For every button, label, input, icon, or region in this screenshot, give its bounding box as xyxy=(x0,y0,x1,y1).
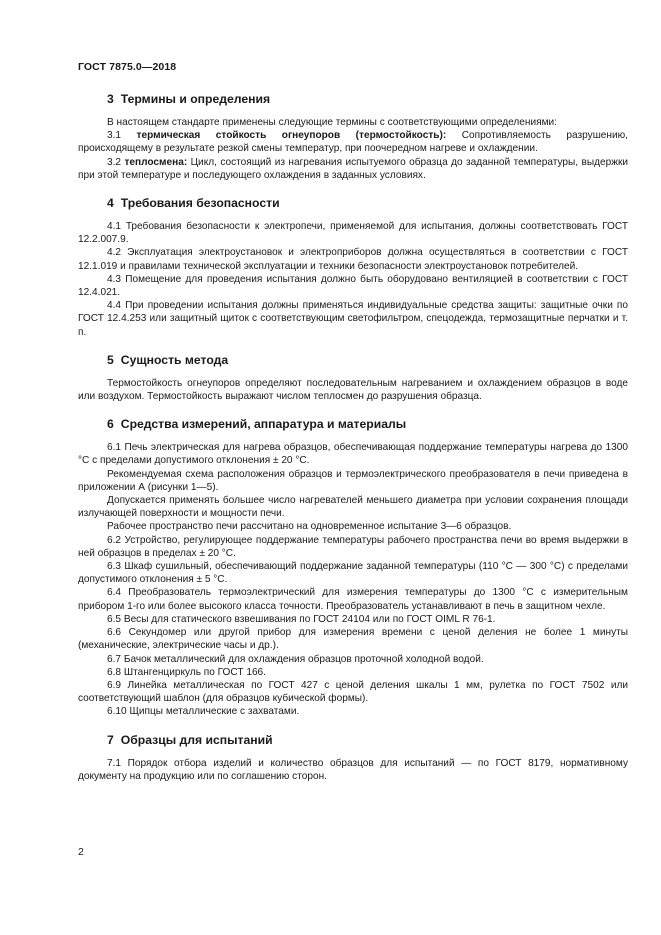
section-number: 5 xyxy=(107,352,114,367)
paragraph-text: 4.1 Требования безопасности к электропечи, применяемой для испытания, должны соответствовать ГОСТ 12.2.007.9. xyxy=(78,221,628,246)
paragraph xyxy=(78,679,628,705)
paragraph xyxy=(78,534,628,560)
section-title: Сущность метода xyxy=(120,352,229,367)
section-7 xyxy=(78,733,628,783)
paragraph xyxy=(78,468,628,494)
paragraph-text: 6.6 Секундомер или другой прибор для измерения времени с ценой деления не более 1 минуты (механические, электрические часы и др.). xyxy=(78,627,628,652)
section-heading xyxy=(78,92,628,106)
section-5 xyxy=(78,353,628,403)
paragraph-text: 6.8 Штангенциркуль по ГОСТ 166. xyxy=(107,666,266,678)
section-4 xyxy=(78,196,628,339)
section-6 xyxy=(78,417,628,718)
page-number: 2 xyxy=(78,846,84,858)
section-title: Средства измерений, аппаратура и материалы xyxy=(120,417,407,432)
paragraph-text: 7.1 Порядок отбора изделий и количество образцов для испытаний — по ГОСТ 8179, нормативному документу на продукцию или по соглашению сторон. xyxy=(78,757,628,782)
paragraph xyxy=(78,220,628,246)
section-heading xyxy=(78,417,628,431)
paragraph xyxy=(78,494,628,520)
paragraph-text: 6.9 Линейка металлическая по ГОСТ 427 с ценой деления шкалы 1 мм, рулетка по ГОСТ 7502 или соответствующий шаблон (для образцов кубической формы). xyxy=(78,679,628,705)
section-number: 7 xyxy=(107,732,114,747)
paragraph xyxy=(78,653,628,666)
paragraph-text: Рабочее пространство печи рассчитано на одновременное испытание 3—6 образцов. xyxy=(107,521,512,533)
paragraph xyxy=(78,299,628,339)
paragraph-text: 6.4 Преобразователь термоэлектрический для измерения температуры до 1300 °С с измерительным прибором 1-го или более высокого класса точности. Преобразователь устанавливают в печь в защитном чехле. xyxy=(78,587,628,612)
paragraph xyxy=(78,705,628,718)
paragraph xyxy=(78,560,628,586)
section-3 xyxy=(78,92,628,182)
paragraph-text: В настоящем стандарте применены следующие термины с соответствующими определениями: xyxy=(107,117,557,128)
paragraph xyxy=(78,246,628,272)
paragraph-text: Рекомендуемая схема расположения образцов и термоэлектрического преобразователя в печи приведена в приложении А (рисунки 1—5). xyxy=(78,468,628,493)
paragraph-text: Сопротивляемость разрушению, происходящему в результате резкой смены температур, при поочередном нагреве и охлаждении. xyxy=(78,130,628,155)
paragraph xyxy=(78,626,628,652)
paragraph xyxy=(78,441,628,467)
clause-number: 3.1 xyxy=(107,130,137,142)
paragraph xyxy=(78,666,628,679)
paragraph xyxy=(78,613,628,626)
paragraph-text: Допускается применять большее число нагревателей меньшего диаметра при условии сохранения площади излучающей поверхности и мощности печи. xyxy=(78,495,628,520)
paragraph-text: 6.5 Весы для статического взвешивания по ГОСТ 24104 или по ГОСТ OIML R 76-1. xyxy=(107,613,496,625)
defined-term: термическая стойкость огнеупоров (термостойкость): xyxy=(136,130,447,142)
paragraph xyxy=(78,156,628,182)
section-number: 4 xyxy=(107,196,114,211)
paragraph-text: 6.10 Щипцы металлические с захватами. xyxy=(107,706,300,718)
paragraph-text: 6.2 Устройство, регулирующее поддержание температуры рабочего пространства печи во время выдержки в ней образцов в пределах ± 20 °С. xyxy=(78,534,628,559)
section-heading xyxy=(78,353,628,367)
paragraph-text: 6.3 Шкаф сушильный, обеспечивающий поддержание заданной температуры (110 °С — 300 °С) с пределами допустимого отклонения ± 5 °С. xyxy=(78,561,628,586)
paragraph xyxy=(78,116,628,129)
paragraph-text: Термостойкость огнеупоров определяют последовательным нагреванием и охлаждением образцов в воде или воздухом. Термостойкость выражают числом теплосмен до разрушения образца. xyxy=(78,377,628,403)
paragraph-text: 4.3 Помещение для проведения испытания должно быть оборудовано вентиляцией в соответствии с ГОСТ 12.4.021. xyxy=(78,273,628,299)
paragraph xyxy=(78,129,628,155)
document-code: ГОСТ 7875.0—2018 xyxy=(78,61,177,73)
paragraph xyxy=(78,520,628,533)
section-title: Требования безопасности xyxy=(120,196,280,211)
paragraph-text: 4.2 Эксплуатация электроустановок и электроприборов должна осуществляться в соответствии с ГОСТ 12.1.019 и правилами технической эксплуатации и техники безопасности электроустановок потребителей. xyxy=(78,247,628,272)
paragraph xyxy=(78,377,628,403)
section-number: 3 xyxy=(107,92,114,106)
document-body xyxy=(78,92,628,797)
section-title: Образцы для испытаний xyxy=(120,732,273,747)
paragraph-text: 6.7 Бачок металлический для охлаждения образцов проточной холодной водой. xyxy=(107,653,484,665)
paragraph-text: 4.4 При проведении испытания должны применяться индивидуальные средства защиты: защитные очки по ГОСТ 12.4.253 или защитный щиток с соответствующим светофильтром, спецодежда, термозащитные перчатки и т. п. xyxy=(78,300,628,338)
paragraph-text: Цикл, состоящий из нагревания испытуемого образца до заданной температуры, выдержки при этой температуре и последующего охлаждения в заданных условиях. xyxy=(78,156,629,181)
section-heading xyxy=(78,733,628,747)
paragraph xyxy=(78,757,628,783)
defined-term: теплосмена: xyxy=(124,156,188,168)
section-heading xyxy=(78,196,628,210)
section-number: 6 xyxy=(107,417,114,432)
section-title: Термины и определения xyxy=(120,92,271,106)
clause-number: 3.2 xyxy=(107,156,125,168)
paragraph-text: 6.1 Печь электрическая для нагрева образцов, обеспечивающая поддержание температуры нагрева до 1300 °С с пределами допустимого отклонения ± 20 °С. xyxy=(78,442,628,467)
paragraph xyxy=(78,273,628,299)
paragraph xyxy=(78,586,628,612)
